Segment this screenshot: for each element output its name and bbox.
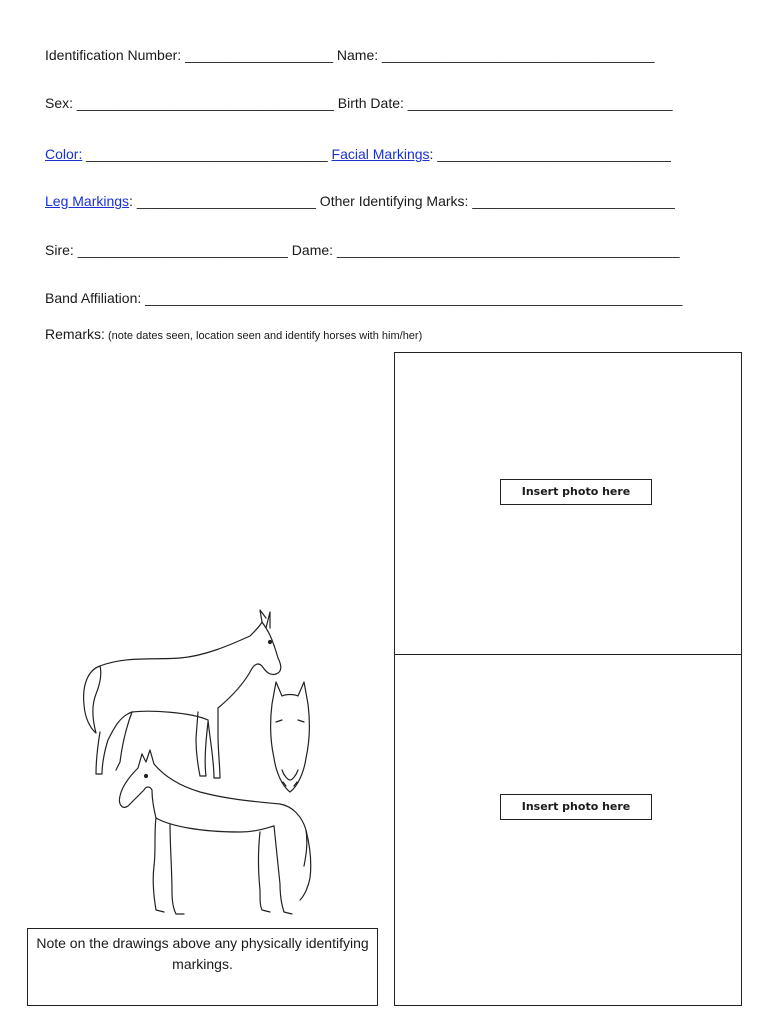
- drawing-note-box: [27, 928, 378, 1006]
- remarks-note: (note dates seen, location seen and identify horses with him/her): [104, 330, 423, 342]
- band-affiliation-label: Band Affiliation:: [45, 290, 146, 306]
- drawing-note-text: Note on the drawings above any physically identifying markings.: [36, 935, 369, 972]
- sire-field[interactable]: ___________________________: [77, 242, 288, 258]
- id-number-field[interactable]: ___________________: [185, 47, 334, 63]
- sex-label: Sex:: [45, 95, 77, 111]
- dame-label: Dame:: [287, 242, 337, 258]
- facial-markings-link[interactable]: Facial Markings: [331, 146, 430, 162]
- photo-placeholder-label: Insert photo here: [500, 479, 652, 505]
- photo-box-top[interactable]: [394, 352, 742, 655]
- photo-box-bottom[interactable]: [394, 654, 742, 1006]
- name-field[interactable]: ___________________________________: [382, 47, 655, 63]
- color-link[interactable]: Color:: [45, 146, 83, 162]
- color-field[interactable]: _______________________________: [82, 146, 332, 162]
- row-id-name: [45, 46, 655, 64]
- birth-date-field[interactable]: __________________________________: [407, 95, 673, 111]
- other-marks-field[interactable]: __________________________: [472, 193, 675, 209]
- horse-drawings[interactable]: [70, 600, 330, 925]
- horse-head-front-drawing: [271, 682, 310, 792]
- remarks-label: Remarks:: [45, 326, 105, 342]
- id-number-label: Identification Number:: [45, 47, 186, 63]
- sex-field[interactable]: _________________________________: [76, 95, 334, 111]
- row-sex-birth: [45, 94, 673, 112]
- facial-markings-field[interactable]: : ______________________________: [429, 146, 671, 162]
- band-affiliation-field[interactable]: _____________________________________________________________________: [145, 290, 683, 306]
- dame-field[interactable]: ____________________________________________: [336, 242, 680, 258]
- row-band: [45, 289, 682, 307]
- name-label: Name:: [333, 47, 383, 63]
- row-sire-dame: [45, 241, 680, 259]
- leg-markings-field[interactable]: : _______________________: [129, 193, 316, 209]
- sire-label: Sire:: [45, 242, 78, 258]
- leg-markings-link[interactable]: Leg Markings: [45, 193, 130, 209]
- horse-side-bottom-drawing: [119, 750, 310, 914]
- row-leg-other: [45, 192, 675, 210]
- remarks-heading: [45, 326, 422, 342]
- other-marks-label: Other Identifying Marks:: [315, 193, 473, 209]
- birth-date-label: Birth Date:: [333, 95, 408, 111]
- row-color-facial: [45, 145, 671, 163]
- photo-placeholder-label: Insert photo here: [500, 794, 652, 820]
- horse-side-top-drawing: [84, 610, 281, 778]
